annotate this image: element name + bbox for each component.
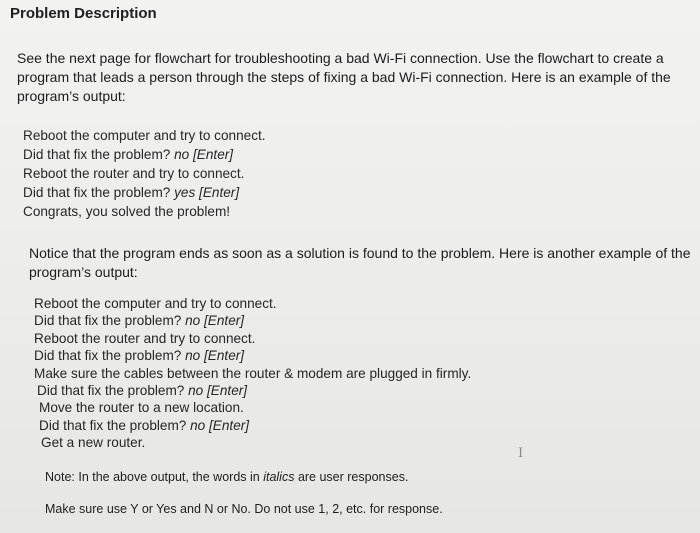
user-response: no [Enter] (188, 383, 248, 399)
output-line: Did that fix the problem? no [Enter] (23, 147, 234, 162)
output-line: Reboot the computer and try to connect. (23, 128, 266, 143)
output-line: Move the router to a new location. (39, 400, 244, 416)
user-response: no [Enter] (185, 313, 245, 329)
example-output-1 (23, 126, 266, 221)
output-line: Reboot the router and try to connect. (23, 166, 245, 181)
note-text: Note: In the above output, the words in italics are user responses. (45, 470, 409, 484)
user-response: no [Enter] (174, 147, 234, 162)
intro-paragraph: See the next page for flowchart for troubleshooting a bad Wi-Fi connection. Use the flowchart to create a program that leads a person through the steps of fixing a bad Wi-Fi connection. Here is an example of the program’s output: (17, 50, 671, 104)
text-cursor-icon: I (518, 446, 524, 461)
instruction-text: Make sure use Y or Yes and N or No. Do not use 1, 2, etc. for response. (45, 502, 443, 516)
output-line: Get a new router. (41, 435, 146, 451)
output-line: Make sure the cables between the router & modem are plugged in firmly. (34, 365, 472, 381)
user-response: no [Enter] (185, 348, 245, 364)
user-response: no [Enter] (190, 417, 250, 433)
output-line: Congrats, you solved the problem! (23, 204, 231, 219)
output-line: Did that fix the problem? no [Enter] (34, 348, 245, 364)
output-line: Reboot the computer and try to connect. (34, 296, 277, 311)
example-output-2 (34, 295, 471, 452)
page-title: Problem Description (10, 5, 157, 22)
output-line: Did that fix the problem? no [Enter] (37, 383, 248, 399)
output-line: Did that fix the problem? no [Enter] (34, 313, 245, 329)
user-response: yes [Enter] (174, 185, 240, 200)
output-line: Reboot the router and try to connect. (34, 330, 256, 346)
notice-paragraph: Notice that the program ends as soon as a solution is found to the problem. Here is another example of the program’s output: (29, 245, 691, 280)
output-line: Did that fix the problem? yes [Enter] (23, 185, 240, 200)
output-line: Did that fix the problem? no [Enter] (39, 417, 250, 433)
